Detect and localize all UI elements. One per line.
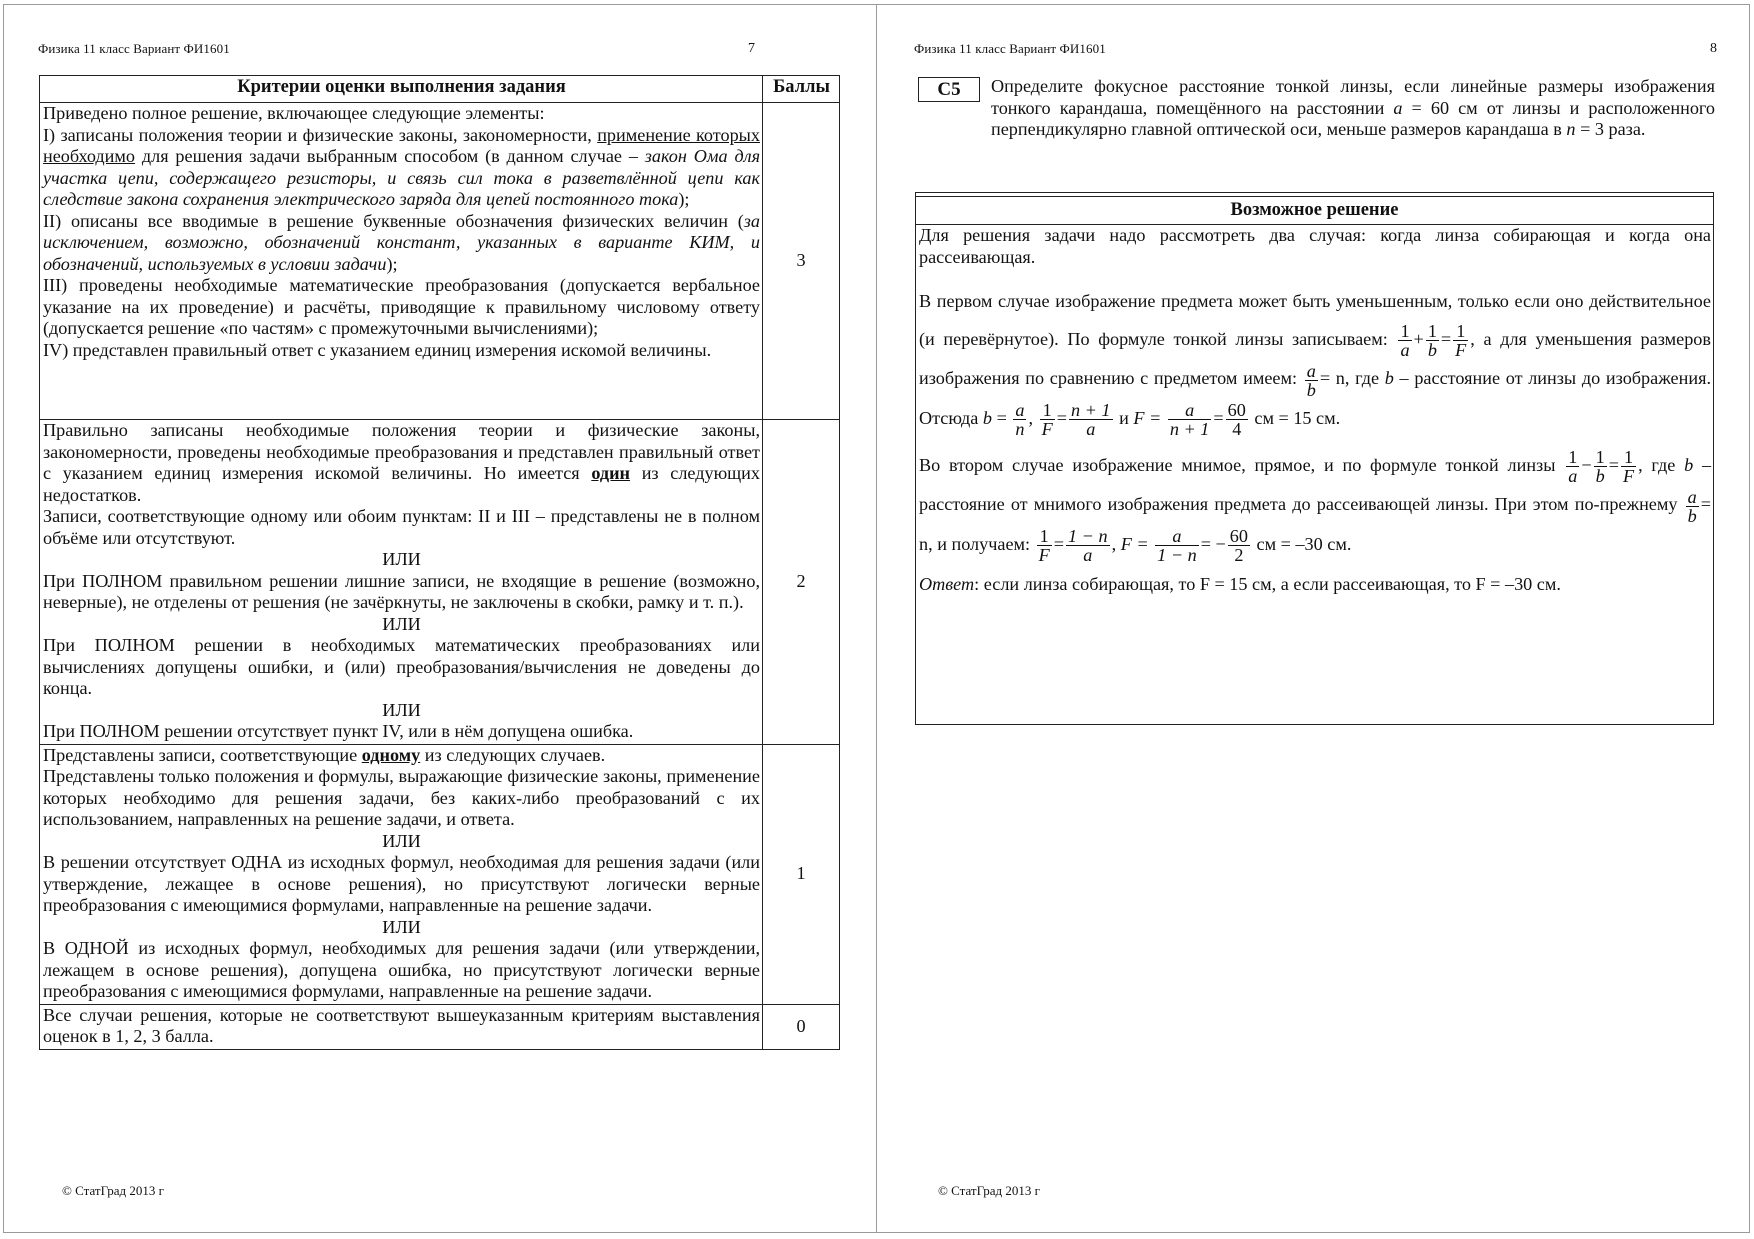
table-row <box>40 103 840 420</box>
denominator: a <box>1086 418 1096 439</box>
fraction <box>1226 401 1248 438</box>
text <box>43 211 760 276</box>
page-header: Физика 11 класс Вариант ФИ1601 <box>914 41 1106 56</box>
fraction <box>1566 448 1579 485</box>
or-separator: ИЛИ <box>382 699 421 720</box>
text: где <box>1651 454 1676 475</box>
operator: = <box>1056 407 1067 428</box>
table-header-row <box>40 76 840 103</box>
denominator: F <box>1038 544 1050 565</box>
variable: b <box>1384 368 1394 389</box>
variable: F = <box>1120 533 1149 554</box>
operator: + <box>1413 329 1424 349</box>
score-cell: 2 <box>763 420 840 745</box>
score-cell: 3 <box>763 103 840 420</box>
score-cell: 0 <box>763 1004 840 1049</box>
left-page <box>3 4 877 1233</box>
numerator: n + 1 <box>1070 399 1111 420</box>
text: ); <box>386 253 398 274</box>
page-footer: © СтатГрад 2013 г <box>62 1183 164 1198</box>
text: I) записаны положения теории и физические законы, закономерности, <box>43 124 592 145</box>
operator: = <box>1213 407 1224 428</box>
numerator: a <box>1687 486 1697 507</box>
fraction <box>1037 527 1052 564</box>
text: Приведено полное решение, включающее следующие элементы: <box>43 103 545 123</box>
text: – расстояние от линзы до изображения. Отсюда <box>919 368 1712 428</box>
denominator: 4 <box>1232 418 1242 439</box>
operator: , <box>1638 454 1643 475</box>
text: Правильно записаны необходимые положения теории и физические законы, закономерности, проведены необходимые преобразования и представлен правильный ответ с указанием единиц измерения искомой величины. Но имеется <box>43 420 760 483</box>
text: а для уменьшения размеров изображения по сравнению с предметом имеем: <box>919 329 1711 389</box>
text: ); <box>678 189 690 209</box>
solution-box <box>915 192 1714 725</box>
numerator: 1 <box>1595 447 1605 468</box>
or-separator: ИЛИ <box>382 916 421 937</box>
text: для решения задачи выбранным способом (в данном случае – <box>141 146 638 166</box>
fraction <box>1066 527 1110 564</box>
numerator: a <box>1015 399 1025 420</box>
italic-text: за исключением, возможно, обозначений констант, указанных в варианте КИМ, и обозначений, используемых в условии задачи <box>43 210 760 274</box>
numerator: 1 <box>1453 322 1468 341</box>
operator: = n, <box>919 494 1711 554</box>
operator: = <box>996 407 1007 428</box>
numerator: 1 <box>1400 321 1410 342</box>
fraction <box>1168 401 1212 438</box>
text: III) проведены необходимые математические преобразования (допускается вербальное указание на их проведение) и расчёты, приводящие к правильному числовому ответу (допускается решение «по частям» с промежуточными вычислениями); <box>43 275 760 338</box>
criteria-cell <box>40 1004 763 1049</box>
text: Во втором случае изображение мнимое, прямое, и по формуле тонкой линзы <box>919 454 1556 475</box>
operator: , <box>1028 407 1034 428</box>
criteria-column-header: Критерии оценки выполнения задания <box>40 76 763 103</box>
text <box>43 420 760 506</box>
numerator: 1 <box>1427 321 1437 342</box>
operator: = <box>1053 533 1065 554</box>
denominator: F <box>1622 466 1635 487</box>
page-number: 7 <box>748 41 755 56</box>
text: – расстояние от мнимого изображения предмета до рассеивающей линзы. При этом по-прежнему <box>919 454 1712 515</box>
denominator: 2 <box>1234 544 1244 565</box>
denominator: n + 1 <box>1169 418 1210 439</box>
text <box>919 282 1711 438</box>
operator: = <box>1608 454 1619 475</box>
variable: a <box>1393 97 1403 118</box>
variable: b <box>1684 454 1694 475</box>
denominator: n <box>1015 418 1025 439</box>
operator: − <box>1581 454 1592 475</box>
task-label: C5 <box>918 77 980 102</box>
score-cell: 1 <box>763 744 840 1004</box>
text <box>43 125 760 211</box>
text: При ПОЛНОМ решении в необходимых математических преобразованиях или вычислениях допущены ошибки, и (или) преобразования/вычисления не доведены до конца. <box>43 635 760 698</box>
text: В решении отсутствует ОДНА из исходных формул, необходимая для решения задачи (или утверждение, лежащее в основе решения), но присутствуют логически верные преобразования с имеющимися формулами, направленные на решение задачи. <box>43 852 760 915</box>
denominator: b <box>1687 505 1697 526</box>
or-separator: ИЛИ <box>382 830 421 851</box>
operator: , <box>1111 533 1117 554</box>
denominator: a <box>1400 340 1410 361</box>
text: II) описаны все вводимые в решение буквенные обозначения физических величин ( <box>43 210 744 231</box>
fraction <box>1013 401 1026 438</box>
numerator: 1 <box>1568 447 1578 468</box>
fraction <box>1305 362 1318 399</box>
underlined-text: один <box>591 463 631 483</box>
solution-title: Возможное решение <box>916 196 1713 225</box>
variable: n <box>1566 119 1576 139</box>
numerator: 1 <box>1037 527 1052 546</box>
numerator: a <box>1168 401 1212 420</box>
operator: , <box>1470 329 1475 349</box>
denominator: b <box>1306 379 1316 400</box>
table-row <box>40 744 840 1004</box>
denominator: F <box>1041 418 1053 439</box>
fraction <box>1155 527 1199 564</box>
text: Для решения задачи надо рассмотреть два случая: когда линза собирающая и когда она рассеивающая. <box>919 225 1711 267</box>
numerator: 1 <box>1040 401 1055 420</box>
denominator: a <box>1568 466 1578 487</box>
fraction <box>1453 322 1468 359</box>
fraction <box>1686 488 1699 525</box>
text: из следующих недостатков. <box>43 463 761 505</box>
numerator: a <box>1306 360 1316 381</box>
numerator: 1 − n <box>1068 525 1108 546</box>
fraction <box>1398 322 1411 359</box>
fraction <box>1594 448 1607 485</box>
numerator: a <box>1155 527 1199 546</box>
page-footer: © СтатГрад 2013 г <box>938 1183 1040 1198</box>
text: Представлены записи, соответствующие <box>43 744 358 765</box>
operator: = <box>1440 329 1452 349</box>
table-row <box>40 1004 840 1049</box>
page-number: 8 <box>1710 41 1717 56</box>
denominator: F <box>1455 340 1467 361</box>
text: Определите фокусное расстояние тонкой линзы, если линейные размеры изображения тонкого карандаша, помещённого на расстоянии <box>991 76 1715 118</box>
fraction <box>1228 527 1250 564</box>
text: В первом случае изображение предмета может быть уменьшенным, только если оно действительное (и перевёрнутое). По формуле тонкой линзы записываем: <box>919 291 1711 349</box>
criteria-table <box>39 75 840 1050</box>
task-text <box>991 76 1715 141</box>
denominator: 1 − n <box>1157 544 1197 565</box>
or-separator: ИЛИ <box>382 613 421 634</box>
variable: b <box>982 407 993 428</box>
or-separator: ИЛИ <box>382 549 421 569</box>
variable: F = <box>1133 407 1162 428</box>
text: и <box>1119 407 1129 428</box>
answer <box>919 574 1711 596</box>
fraction <box>1426 322 1439 359</box>
text: = 3 раза. <box>1580 119 1646 139</box>
text: Все случаи решения, которые не соответствуют вышеуказанным критериям выставления оценок в 1, 2, 3 балла. <box>43 1004 760 1046</box>
text: см = 15 см. <box>1254 407 1341 428</box>
numerator: 1 <box>1621 448 1636 467</box>
denominator: b <box>1595 466 1605 487</box>
table-row <box>40 420 840 745</box>
numerator: 60 <box>1227 399 1246 420</box>
answer-text: : если линза собирающая, то F = 15 см, а если рассеивающая, то F = –30 см. <box>974 573 1561 594</box>
text: = 60 см от линзы и расположенного перпендикулярно главной оптической оси, меньше размеров карандаша в <box>991 97 1716 139</box>
text: При ПОЛНОМ правильном решении лишние записи, не входящие в решение (возможно, неверные), не отделены от решения (не зачёркнуты, не заключены в скобки, рамку и т. п.). <box>43 570 760 612</box>
text: В ОДНОЙ из исходных формул, необходимых для решения задачи (или утверждении, лежащем в основе решения), допущена ошибка, но присутствуют логически верные преобразования с имеющимися формулами, направленные на решение задачи. <box>43 938 760 1001</box>
denominator: b <box>1427 340 1437 361</box>
denominator: a <box>1083 544 1093 565</box>
underlined-text: одному <box>361 744 421 765</box>
solution-body <box>916 225 1713 595</box>
text: где <box>1355 368 1380 389</box>
answer-label: Ответ <box>919 573 975 594</box>
fraction <box>1621 448 1636 485</box>
text: IV) представлен правильный ответ с указанием единиц измерения искомой величины. <box>43 339 712 360</box>
score-column-header: Баллы <box>763 76 840 103</box>
text: Представлены только положения и формулы, выражающие физические законы, применение которых необходимо для решения задачи, без каких-либо преобразований с их использованием, направленных на решение задачи, и ответа. <box>43 766 760 829</box>
text: При ПОЛНОМ решении отсутствует пункт IV, или в нём допущена ошибка. <box>43 721 634 741</box>
fraction <box>1040 401 1055 438</box>
underlined-text: применение которых необходимо <box>43 124 760 166</box>
text <box>919 446 1711 564</box>
text <box>43 745 760 767</box>
numerator: 60 <box>1229 525 1248 546</box>
criteria-cell <box>40 744 763 1004</box>
page-header: Физика 11 класс Вариант ФИ1601 <box>38 41 230 56</box>
text: Записи, соответствующие одному или обоим пунктам: II и III – представлены не в полном объёме или отсутствуют. <box>43 506 760 548</box>
operator: = n, <box>1319 368 1350 389</box>
criteria-cell <box>40 420 763 745</box>
criteria-cell <box>40 103 763 420</box>
italic-text: закон Ома для участка цепи, содержащего резисторы, и связь сил тока в разветвлённой цепи как следствие закона сохранения электрического заряда для цепей постоянного тока <box>43 146 761 209</box>
text: см = –30 см. <box>1256 533 1352 554</box>
fraction <box>1069 401 1113 438</box>
text: из следующих случаев. <box>424 744 606 765</box>
text: и получаем: <box>937 533 1031 554</box>
operator: = − <box>1200 533 1226 554</box>
